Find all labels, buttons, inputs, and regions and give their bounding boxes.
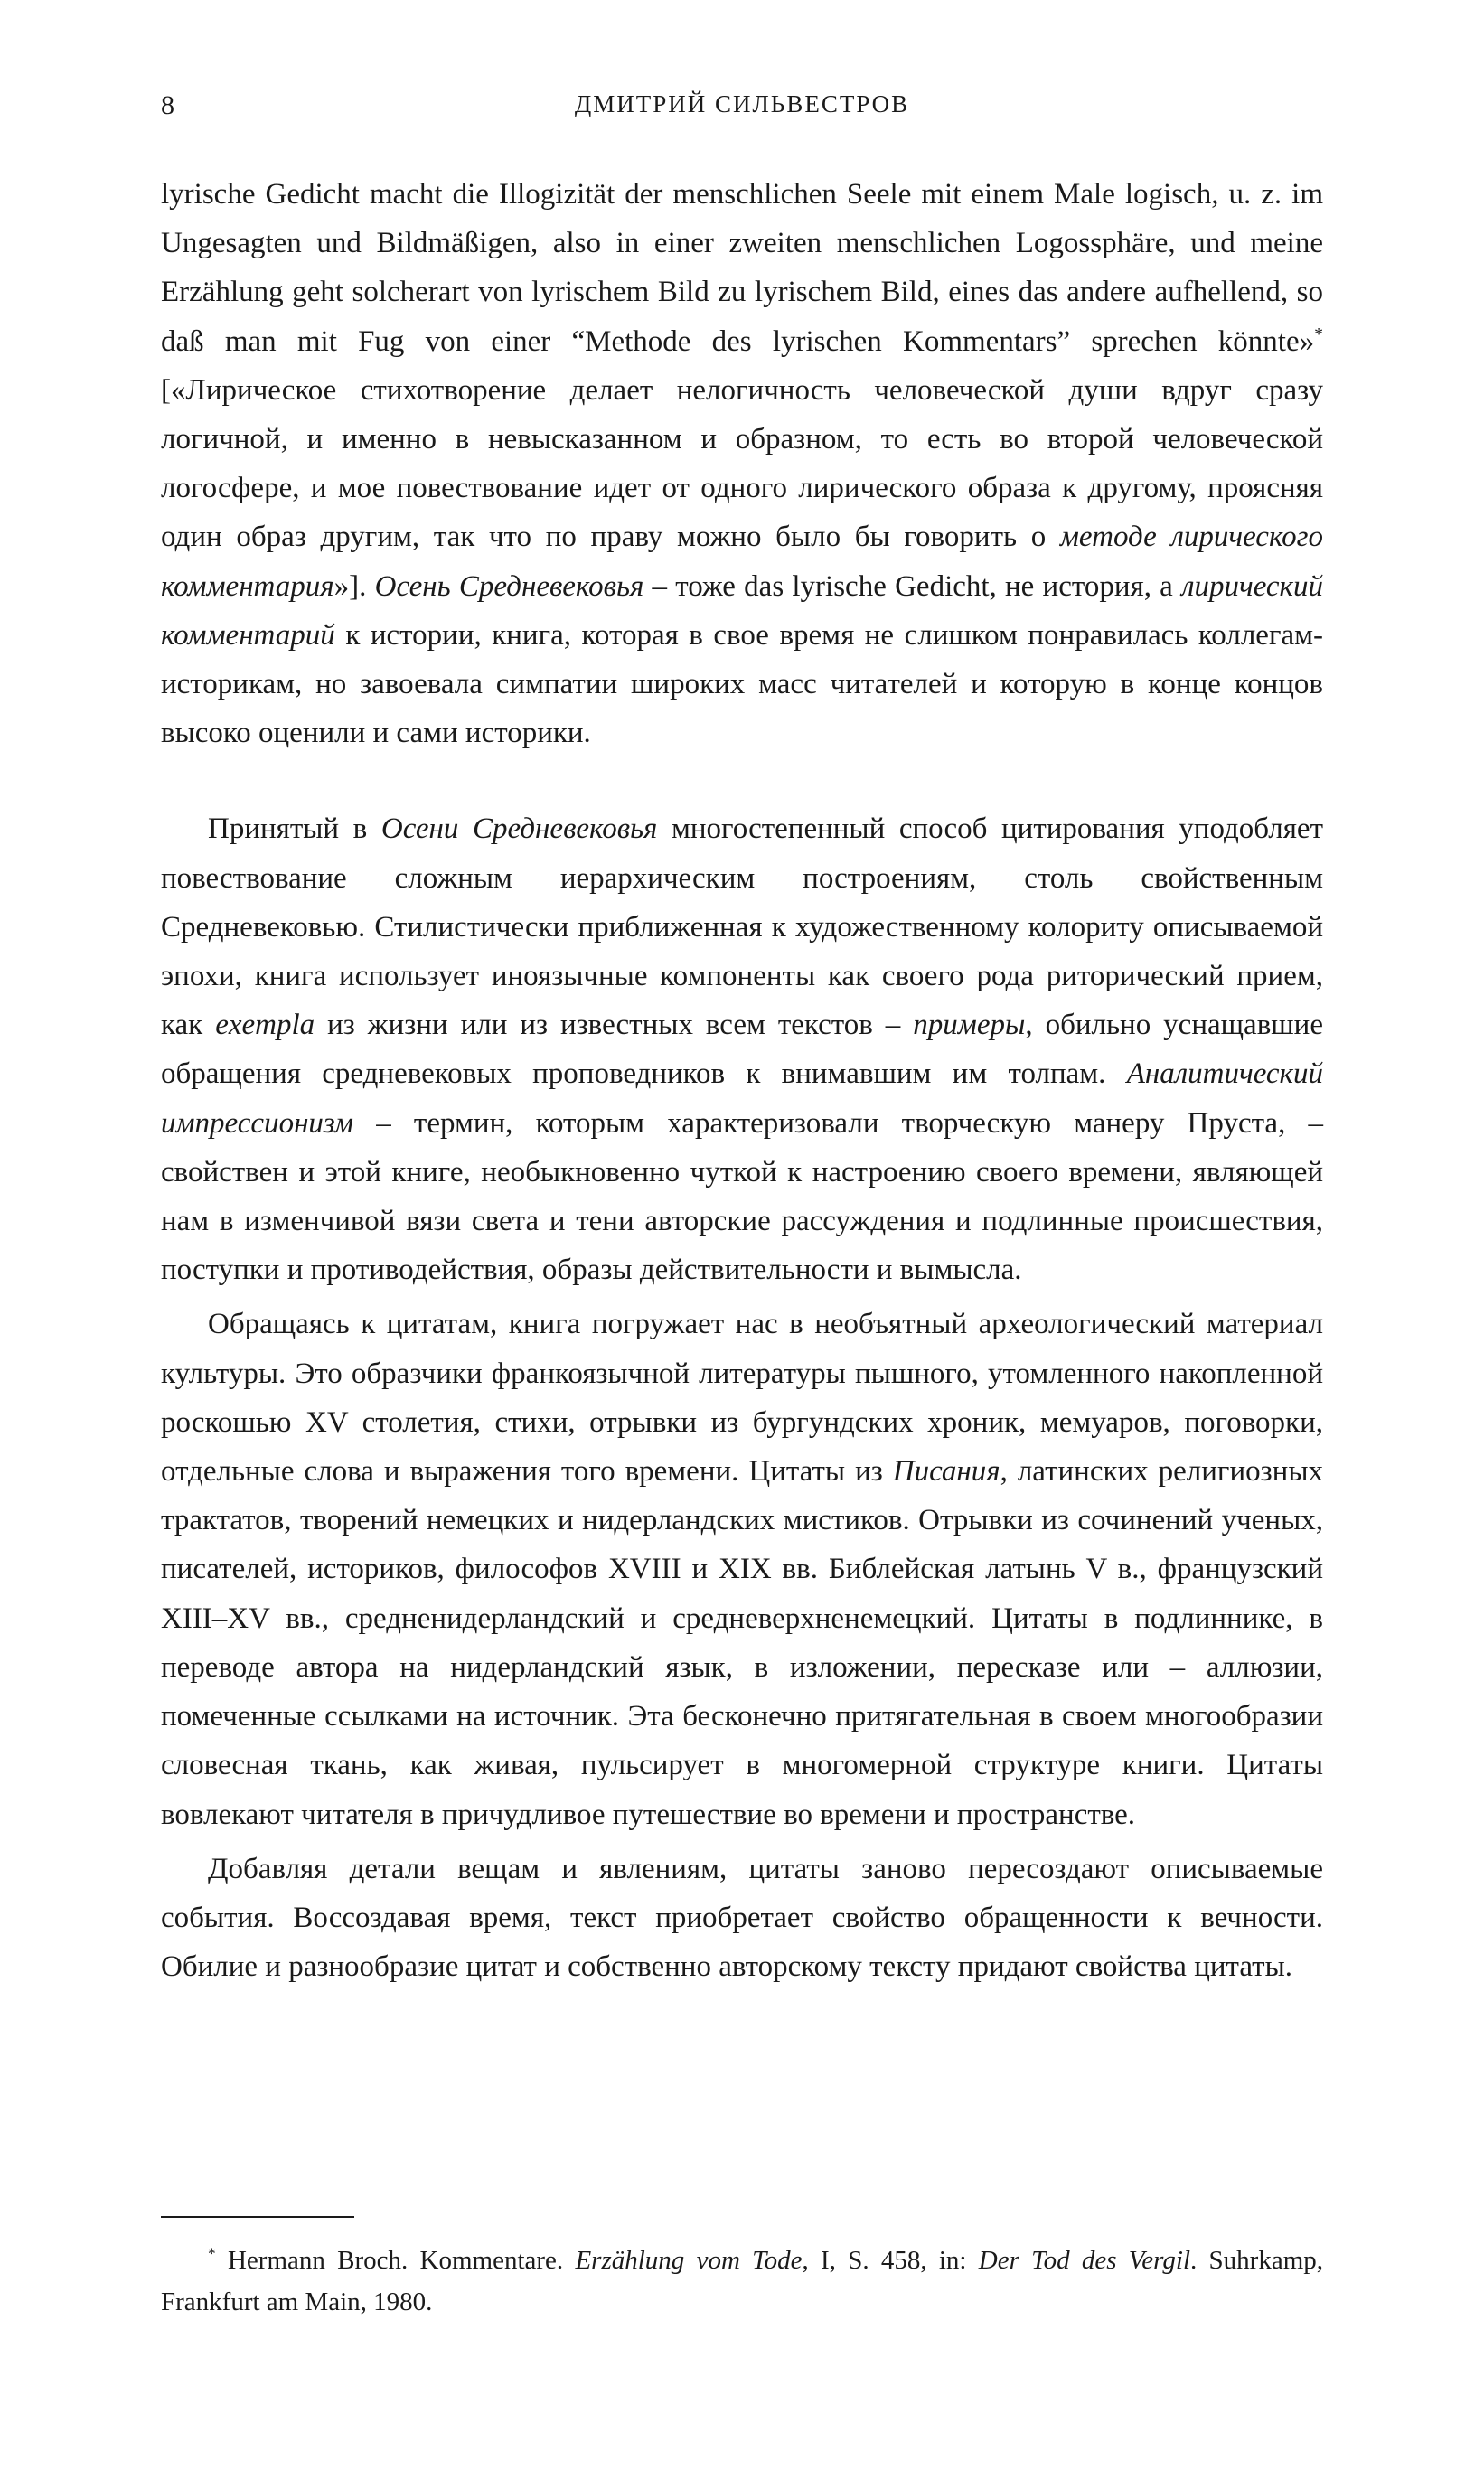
italic-run: exempla <box>215 1009 315 1042</box>
text-run: Добавляя детали вещам и явлениям, цитаты заново пересоздают описываемые события. Воссоздавая время, текст приобретает свойство обращенности к вечности. Обилие и разнообразие цитат и собственно авторскому тексту придают свойства цитаты. <box>161 1852 1323 1984</box>
text-run: многостепенный способ цитирования уподобляет повествование сложным иерархическим построениям, столь свойственным Средневековью. Стилистически приближенная к художественному колориту описываемой эпохи, книга использует иноязычные компоненты как своего рода риторический прием, как <box>161 813 1323 1042</box>
text-run: lyrische Gedicht macht die Illogizität der menschlichen Seele mit einem Male logisch, u. z. im Ungesagten und Bildmäßigen, also in einer zweiten menschlichen Logossphäre, und meine Erzählung geht solcherart von lyrischem Bild zu lyrischem Bild, eines das andere aufhellend, so daß man mit Fug von einer “Methode des lyrischen Kommentars” sprechen könnte» <box>161 178 1323 358</box>
text-run: – термин, которым характеризовали творческую манеру Пруста, – свойствен и этой книге, необыкновенно чуткой к настроению своего времени, являющей нам в изменчивой вязи света и тени авторские рассуждения и подлинные происшествия, поступки и противодействия, образы действительности и вымысла. <box>161 1106 1323 1287</box>
italic-run: Писания <box>892 1455 1000 1489</box>
text-run: – тоже das lyrische Gedicht, не история, а <box>643 569 1182 603</box>
footnote-rule <box>161 2216 354 2218</box>
text-run: Hermann Broch. Kommentare. <box>215 2246 576 2275</box>
italic-run: Аналитический импрессионизм <box>161 1057 1323 1140</box>
running-title: ДМИТРИЙ СИЛЬВЕСТРОВ <box>574 90 910 117</box>
text-run: к истории, книга, которая в свое время не слишком понравилась коллегам-историкам, но завоевала симпатии широких масс читателей и которую в конце концов высоко оценили и сами историки. <box>161 618 1323 750</box>
paragraph-2 <box>161 804 1323 1294</box>
text-run: Принятый в <box>208 813 381 846</box>
running-head <box>161 90 1323 127</box>
text-run: , обильно уснащавшие обращения средневековых проповедников к внимавшим им толпам. <box>161 1009 1323 1091</box>
paragraph-4 <box>161 1845 1323 1992</box>
text-run: , I, S. 458, in: <box>802 2246 979 2275</box>
text-run: , латинских религиозных трактатов, творений немецких и нидерландских мистиков. Отрывки из сочинений ученых, писателей, историков, философов XVIII и XIX вв. Библейская латынь V в., французский XIII–XV вв., средненидерландский и средневерхненемецкий. Цитаты в подлиннике, в переводе автора на нидерландский язык, в изложении, пересказе или – аллюзии, помеченные ссылками на источник. Эта бесконечно притягательная в своем многообразии словесная ткань, как живая, пульсирует в многомерной структуре книги. Цитаты вовлекают читателя в причудливое путешествие во времени и пространстве. <box>161 1455 1323 1831</box>
page-number: 8 <box>161 90 174 120</box>
text-run: Обращаясь к цитатам, книга погружает нас в необъятный археологический материал культуры. Это образчики франкоязычной литературы пышного, утомленного накопленной роскошью XV столетия, стихи, отрывки из бургундских хроник, мемуаров, поговорки, отдельные слова и выражения того времени. Цитаты из <box>161 1308 1323 1489</box>
footnote-marker: * <box>1314 324 1323 344</box>
italic-run: методе лирического комментария <box>161 521 1323 603</box>
italic-run: примеры <box>913 1009 1026 1042</box>
text-run: . Suhrkamp, Frankfurt am Main, 1980. <box>161 2246 1324 2316</box>
italic-run: Der Tod des Vergil <box>978 2246 1191 2275</box>
italic-run: Осени Средневековья <box>380 813 658 846</box>
italic-run: лирический комментарий <box>161 569 1323 652</box>
main-text <box>161 170 1323 1991</box>
paragraph-1 <box>161 170 1323 757</box>
italic-run: Осень Средневековья <box>374 569 644 603</box>
italic-run: Erzählung vom Tode <box>575 2246 803 2275</box>
paragraph-3 <box>161 1300 1323 1838</box>
footnote-marker: * <box>208 2244 216 2263</box>
footnote <box>161 2240 1323 2323</box>
text-run: [«Лирическое стихотворение делает нелогичность человеческой души вдруг сразу логичной, и именно в невысказанном и образном, то есть во второй человеческой логосфере, и мое повествование идет от одного лирического образа к другому, проясняя один образ другим, так что по праву можно было бы говорить о <box>161 373 1323 554</box>
text-run: из жизни или из известных всем текстов – <box>315 1009 914 1042</box>
text-run: »]. <box>333 569 375 603</box>
